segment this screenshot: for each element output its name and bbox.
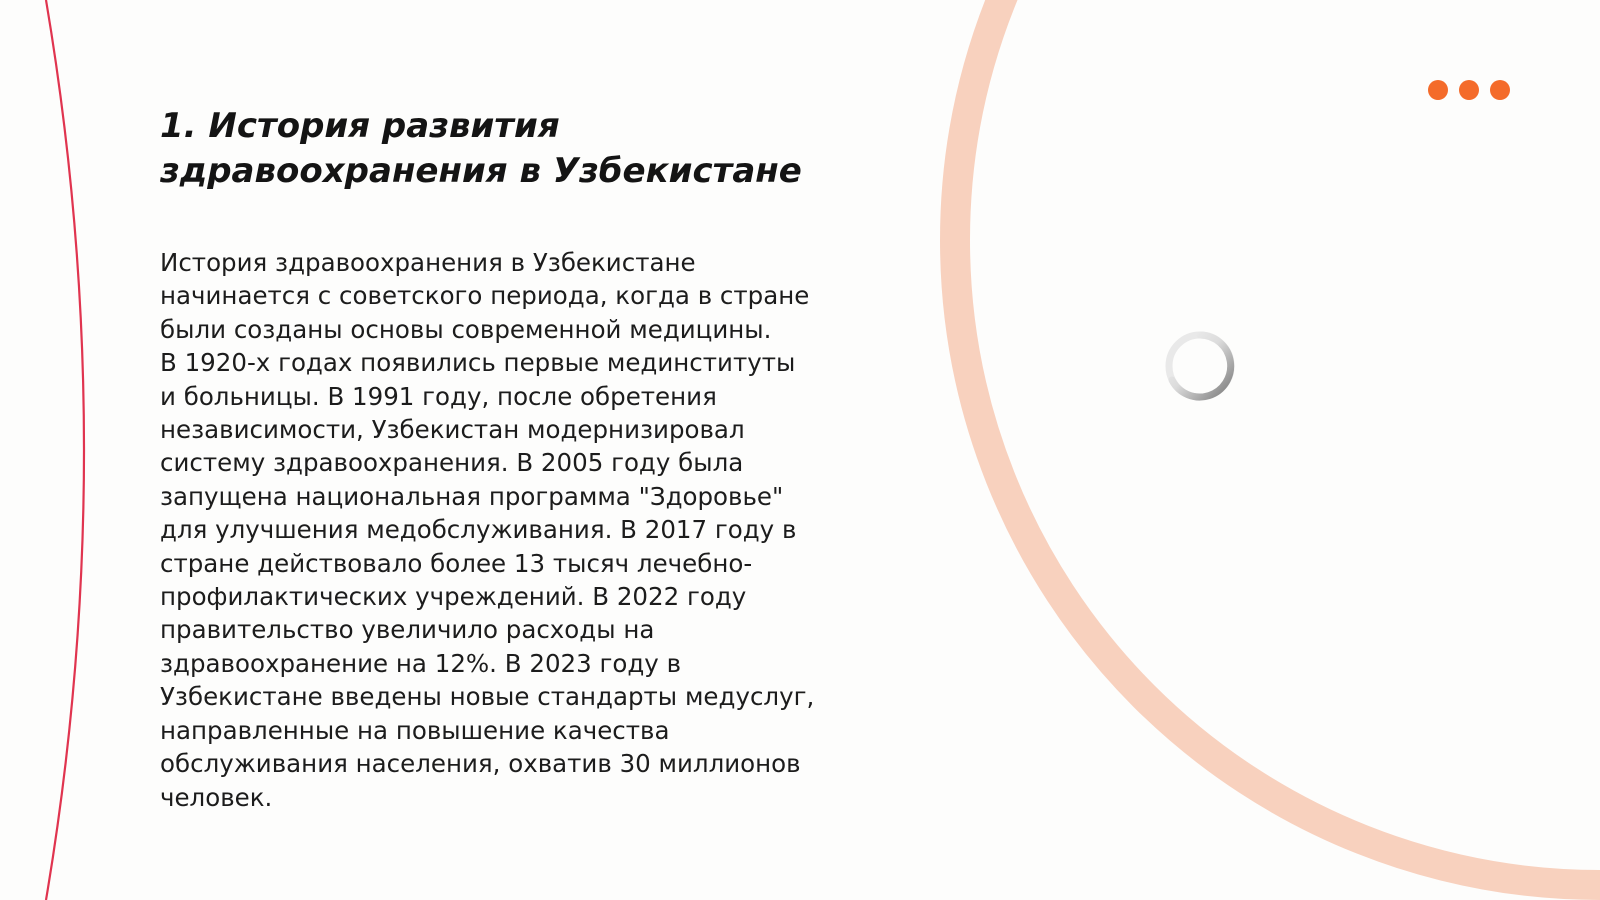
decorative-ring xyxy=(955,0,1600,885)
slide-body-text: История здравоохранения в Узбекистане начинается с советского периода, когда в стране были созданы основы современной медицины. В 1920-х годах появились первые мединституты и больницы. В 1991 году, после обретения независимости, Узбекистан модернизировал систему здравоохранения. В 2005 году была запущена национальная программа "Здоровье" для улучшения медобслуживания. В 2017 году в стране действовало более 13 тысяч лечебно- профилактических учреждений. В 2022 году правительство увеличило расходы на здравоохранение на 12%. В 2023 году в Узбекистане введены новые стандарты медуслуг, направленные на повышение качества обслуживания населения, охватив 30 миллионов человек. xyxy=(160,248,815,812)
dot xyxy=(1490,80,1510,100)
slide-title: 1. История развития здравоохранения в Узбекистане xyxy=(160,106,802,191)
left-accent-curve xyxy=(46,0,84,900)
dot xyxy=(1459,80,1479,100)
more-dots-icon[interactable] xyxy=(1428,80,1510,100)
loading-spinner-icon xyxy=(1169,335,1231,397)
dot xyxy=(1428,80,1448,100)
